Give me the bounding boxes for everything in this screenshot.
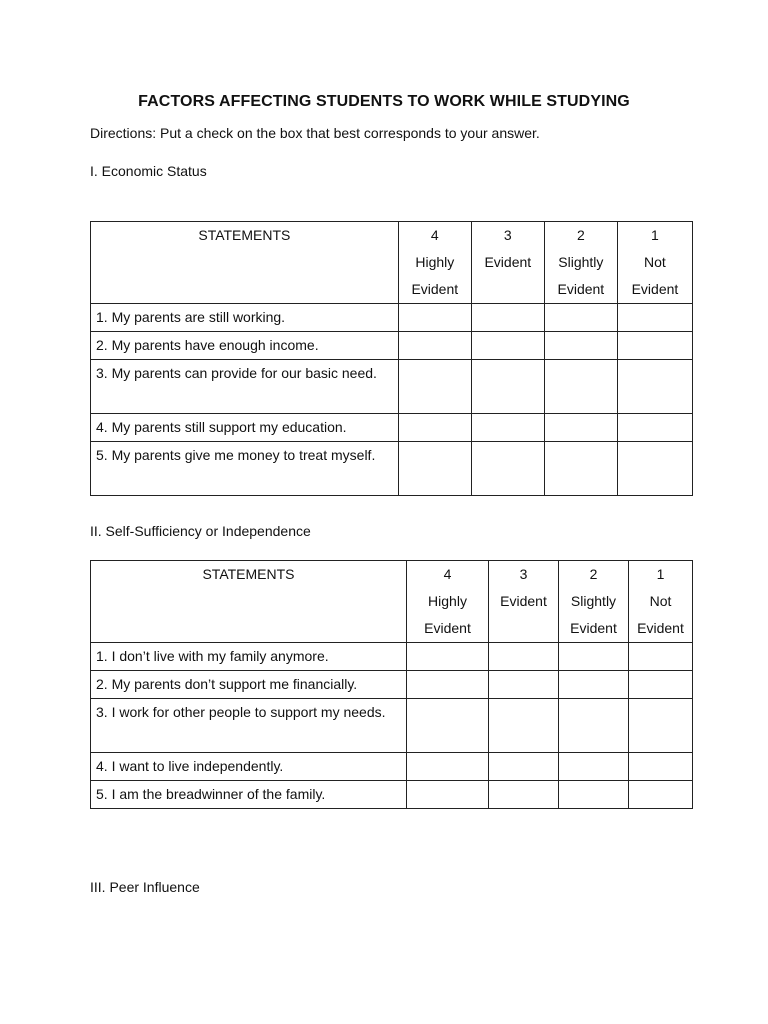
checkbox-cell-2[interactable] [544, 414, 617, 442]
statements-header: STATEMENTS [91, 222, 399, 304]
section-heading-self-sufficiency: II. Self-Sufficiency or Independence [90, 523, 311, 539]
checkbox-cell-2[interactable] [559, 699, 629, 753]
table-row [91, 781, 693, 809]
checkbox-cell-1[interactable] [617, 304, 692, 332]
checkbox-cell-2[interactable] [544, 332, 617, 360]
checkbox-cell-2[interactable] [559, 671, 629, 699]
checkbox-cell-4[interactable] [398, 442, 471, 496]
rating-header-3: 3 Evident [489, 561, 559, 643]
checkbox-cell-3[interactable] [489, 781, 559, 809]
checkbox-cell-3[interactable] [489, 643, 559, 671]
checkbox-cell-2[interactable] [544, 360, 617, 414]
section-heading-peer-influence: III. Peer Influence [90, 879, 200, 895]
table-row [91, 671, 693, 699]
checkbox-cell-1[interactable] [629, 753, 693, 781]
checkbox-cell-4[interactable] [398, 360, 471, 414]
checkbox-cell-1[interactable] [617, 442, 692, 496]
checkbox-cell-1[interactable] [629, 699, 693, 753]
checkbox-cell-3[interactable] [471, 414, 544, 442]
document-title: FACTORS AFFECTING STUDENTS TO WORK WHILE STUDYING [138, 93, 630, 110]
checkbox-cell-1[interactable] [617, 360, 692, 414]
table-row [91, 699, 693, 753]
checkbox-cell-2[interactable] [559, 643, 629, 671]
statement-cell: 3. I work for other people to support my needs. [91, 699, 407, 753]
checkbox-cell-3[interactable] [471, 332, 544, 360]
checkbox-cell-2[interactable] [544, 304, 617, 332]
directions-text: Directions: Put a check on the box that best corresponds to your answer. [90, 125, 540, 141]
checkbox-cell-3[interactable] [489, 753, 559, 781]
checkbox-cell-4[interactable] [398, 332, 471, 360]
section-heading-economic-status: I. Economic Status [90, 163, 207, 179]
table-row [91, 753, 693, 781]
checkbox-cell-1[interactable] [629, 643, 693, 671]
rating-header-4: 4 Highly Evident [407, 561, 489, 643]
checkbox-cell-1[interactable] [617, 332, 692, 360]
table-row [91, 442, 693, 496]
statement-cell: 2. My parents have enough income. [91, 332, 399, 360]
table-row [91, 414, 693, 442]
checkbox-cell-3[interactable] [471, 304, 544, 332]
statement-cell: 3. My parents can provide for our basic need. [91, 360, 399, 414]
table-row [91, 360, 693, 414]
table-row [91, 643, 693, 671]
rating-header-3: 3 Evident [471, 222, 544, 304]
statement-cell: 1. My parents are still working. [91, 304, 399, 332]
economic-status-table [90, 221, 693, 496]
checkbox-cell-4[interactable] [398, 414, 471, 442]
checkbox-cell-3[interactable] [471, 442, 544, 496]
statement-cell: 5. My parents give me money to treat myself. [91, 442, 399, 496]
checkbox-cell-2[interactable] [559, 753, 629, 781]
checkbox-cell-4[interactable] [407, 699, 489, 753]
table-row [91, 332, 693, 360]
checkbox-cell-4[interactable] [407, 671, 489, 699]
checkbox-cell-4[interactable] [407, 753, 489, 781]
checkbox-cell-3[interactable] [489, 699, 559, 753]
checkbox-cell-1[interactable] [629, 671, 693, 699]
statement-cell: 4. I want to live independently. [91, 753, 407, 781]
rating-header-1: 1 Not Evident [629, 561, 693, 643]
table-header-row [91, 561, 693, 643]
statement-cell: 2. My parents don’t support me financially. [91, 671, 407, 699]
statement-cell: 4. My parents still support my education. [91, 414, 399, 442]
checkbox-cell-3[interactable] [471, 360, 544, 414]
checkbox-cell-1[interactable] [629, 781, 693, 809]
checkbox-cell-1[interactable] [617, 414, 692, 442]
statement-cell: 1. I don’t live with my family anymore. [91, 643, 407, 671]
statements-header: STATEMENTS [91, 561, 407, 643]
checkbox-cell-2[interactable] [544, 442, 617, 496]
statement-cell: 5. I am the breadwinner of the family. [91, 781, 407, 809]
rating-header-2: 2 Slightly Evident [544, 222, 617, 304]
checkbox-cell-2[interactable] [559, 781, 629, 809]
table-row [91, 304, 693, 332]
rating-header-2: 2 Slightly Evident [559, 561, 629, 643]
table-header-row [91, 222, 693, 304]
checkbox-cell-4[interactable] [398, 304, 471, 332]
checkbox-cell-4[interactable] [407, 643, 489, 671]
rating-header-4: 4 Highly Evident [398, 222, 471, 304]
self-sufficiency-table [90, 560, 693, 809]
checkbox-cell-3[interactable] [489, 671, 559, 699]
rating-header-1: 1 Not Evident [617, 222, 692, 304]
checkbox-cell-4[interactable] [407, 781, 489, 809]
